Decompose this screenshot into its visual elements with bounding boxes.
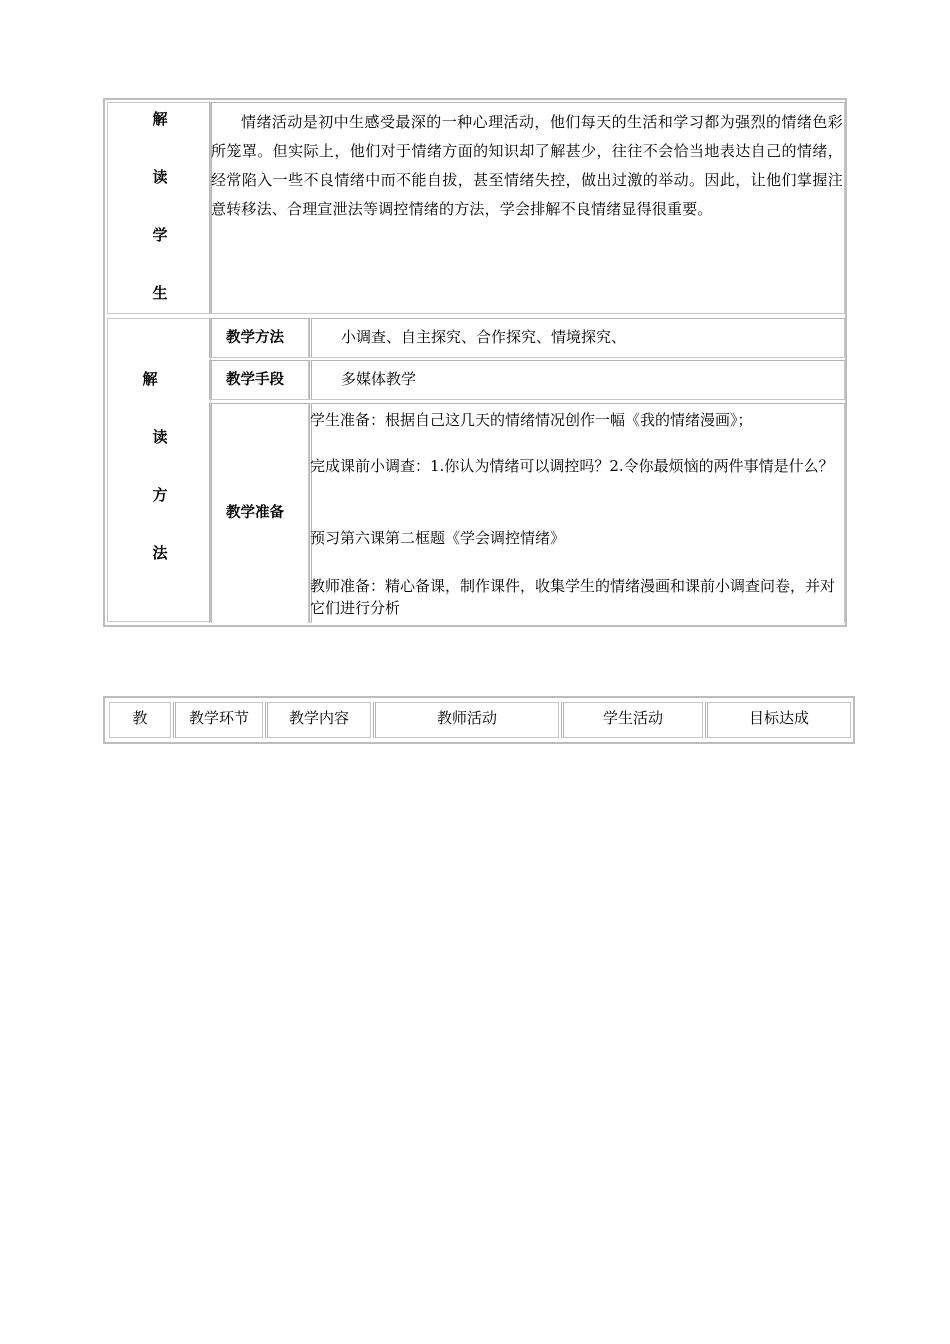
- teaching-means-header: 教学手段: [226, 372, 284, 388]
- students-analysis-paragraph: 情绪活动是初中生感受最深的一种心理活动，他们每天的生活和学习都为强烈的情绪色彩所笼罩。但实际上，他们对于情绪方面的知识却了解甚少，往往不会恰当地表达自己的情绪，经常陷入一些不良情绪中而不能自拔，甚至情绪失控，做出过激的举动。因此，让他们掌握注意转移法、合理宣泄法等调控情绪的方法，学会排解不良情绪显得很重要。: [211, 113, 843, 218]
- teaching-method-header: 教学方法: [226, 330, 284, 346]
- plan-header-stage-abbr: 教: [109, 702, 171, 738]
- students-label-char-1: 解: [152, 110, 168, 128]
- students-label-char-2: 读: [152, 168, 168, 186]
- prep-line-2: 完成课前小调查：1.你认为情绪可以调控吗？2.令你最烦恼的两件事情是什么？: [310, 457, 834, 475]
- plan-header-teaching-step: 教学环节: [173, 702, 263, 738]
- teaching-method-value: 小调查、自主探究、合作探究、情境探究、: [341, 328, 627, 346]
- methods-label-char-1: 解: [142, 370, 158, 388]
- prep-line-3: 预习第六课第二框题《学会调控情绪》: [310, 529, 566, 547]
- methods-label-char-3: 方: [152, 486, 168, 504]
- info-table: [103, 98, 847, 627]
- teaching-means-value: 多媒体教学: [341, 370, 417, 388]
- teaching-prep-header: 教学准备: [226, 505, 284, 521]
- plan-header-teacher-activity: 教师活动: [373, 702, 559, 738]
- methods-label-cell: [107, 318, 211, 622]
- students-label-char-3: 学: [152, 226, 168, 244]
- prep-line-4: 教师准备：精心备课，制作课件，收集学生的情绪漫画和课前小调查问卷，并对它们进行分析: [310, 577, 836, 617]
- methods-label-char-4: 法: [152, 544, 168, 562]
- plan-header-student-activity: 学生活动: [561, 702, 703, 738]
- methods-label-char-2: 读: [152, 428, 168, 446]
- plan-table: [103, 696, 855, 744]
- plan-header-teaching-content: 教学内容: [265, 702, 371, 738]
- plan-header-goal: 目标达成: [705, 702, 851, 738]
- prep-line-1: 学生准备：根据自己这几天的情绪情况创作一幅《我的情绪漫画》；: [310, 411, 753, 429]
- students-label-char-4: 生: [152, 284, 168, 302]
- students-analysis-text: [211, 108, 843, 224]
